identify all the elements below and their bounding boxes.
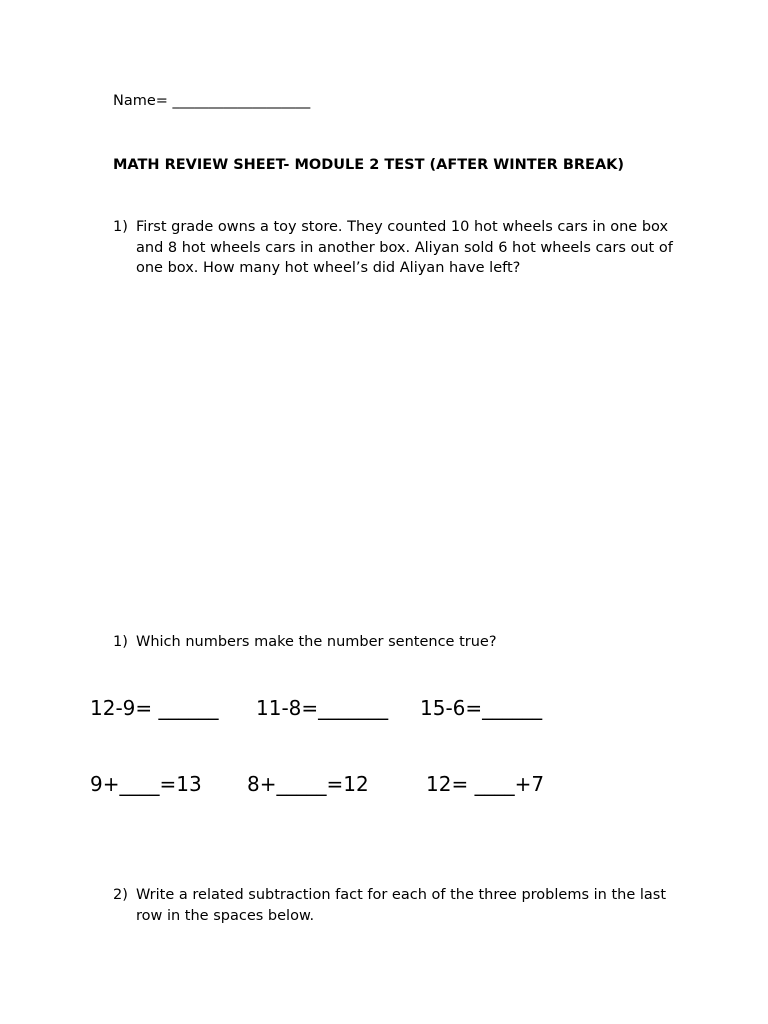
question-word-problem bbox=[113, 217, 693, 279]
question-text: Which numbers make the number sentence true? bbox=[136, 634, 497, 650]
equation: 8+_____=12 bbox=[247, 772, 369, 796]
page-title: MATH REVIEW SHEET- MODULE 2 TEST (AFTER WINTER BREAK) bbox=[113, 157, 625, 173]
equation: 11-8=_______ bbox=[256, 696, 389, 720]
name-line: Name= ___________________ bbox=[113, 93, 311, 109]
question-number: 1) bbox=[113, 219, 128, 235]
question-text: First grade owns a toy store. They counted 10 hot wheels cars in one box and 8 hot wheels cars in another box. Aliyan sold 6 hot wheels cars out of one box. How many hot wheel’s did Aliyan have left? bbox=[136, 219, 673, 276]
question-number: 2) bbox=[113, 887, 128, 903]
question-related-fact bbox=[113, 885, 693, 926]
question-number: 1) bbox=[113, 634, 128, 650]
question-number-sentence bbox=[113, 632, 693, 653]
equation: 12-9= ______ bbox=[90, 696, 219, 720]
equation: 15-6=______ bbox=[420, 696, 543, 720]
equation: 12= ____+7 bbox=[426, 772, 545, 796]
equation: 9+____=13 bbox=[90, 772, 202, 796]
question-text: Write a related subtraction fact for each of the three problems in the last row in the spaces below. bbox=[136, 887, 667, 924]
